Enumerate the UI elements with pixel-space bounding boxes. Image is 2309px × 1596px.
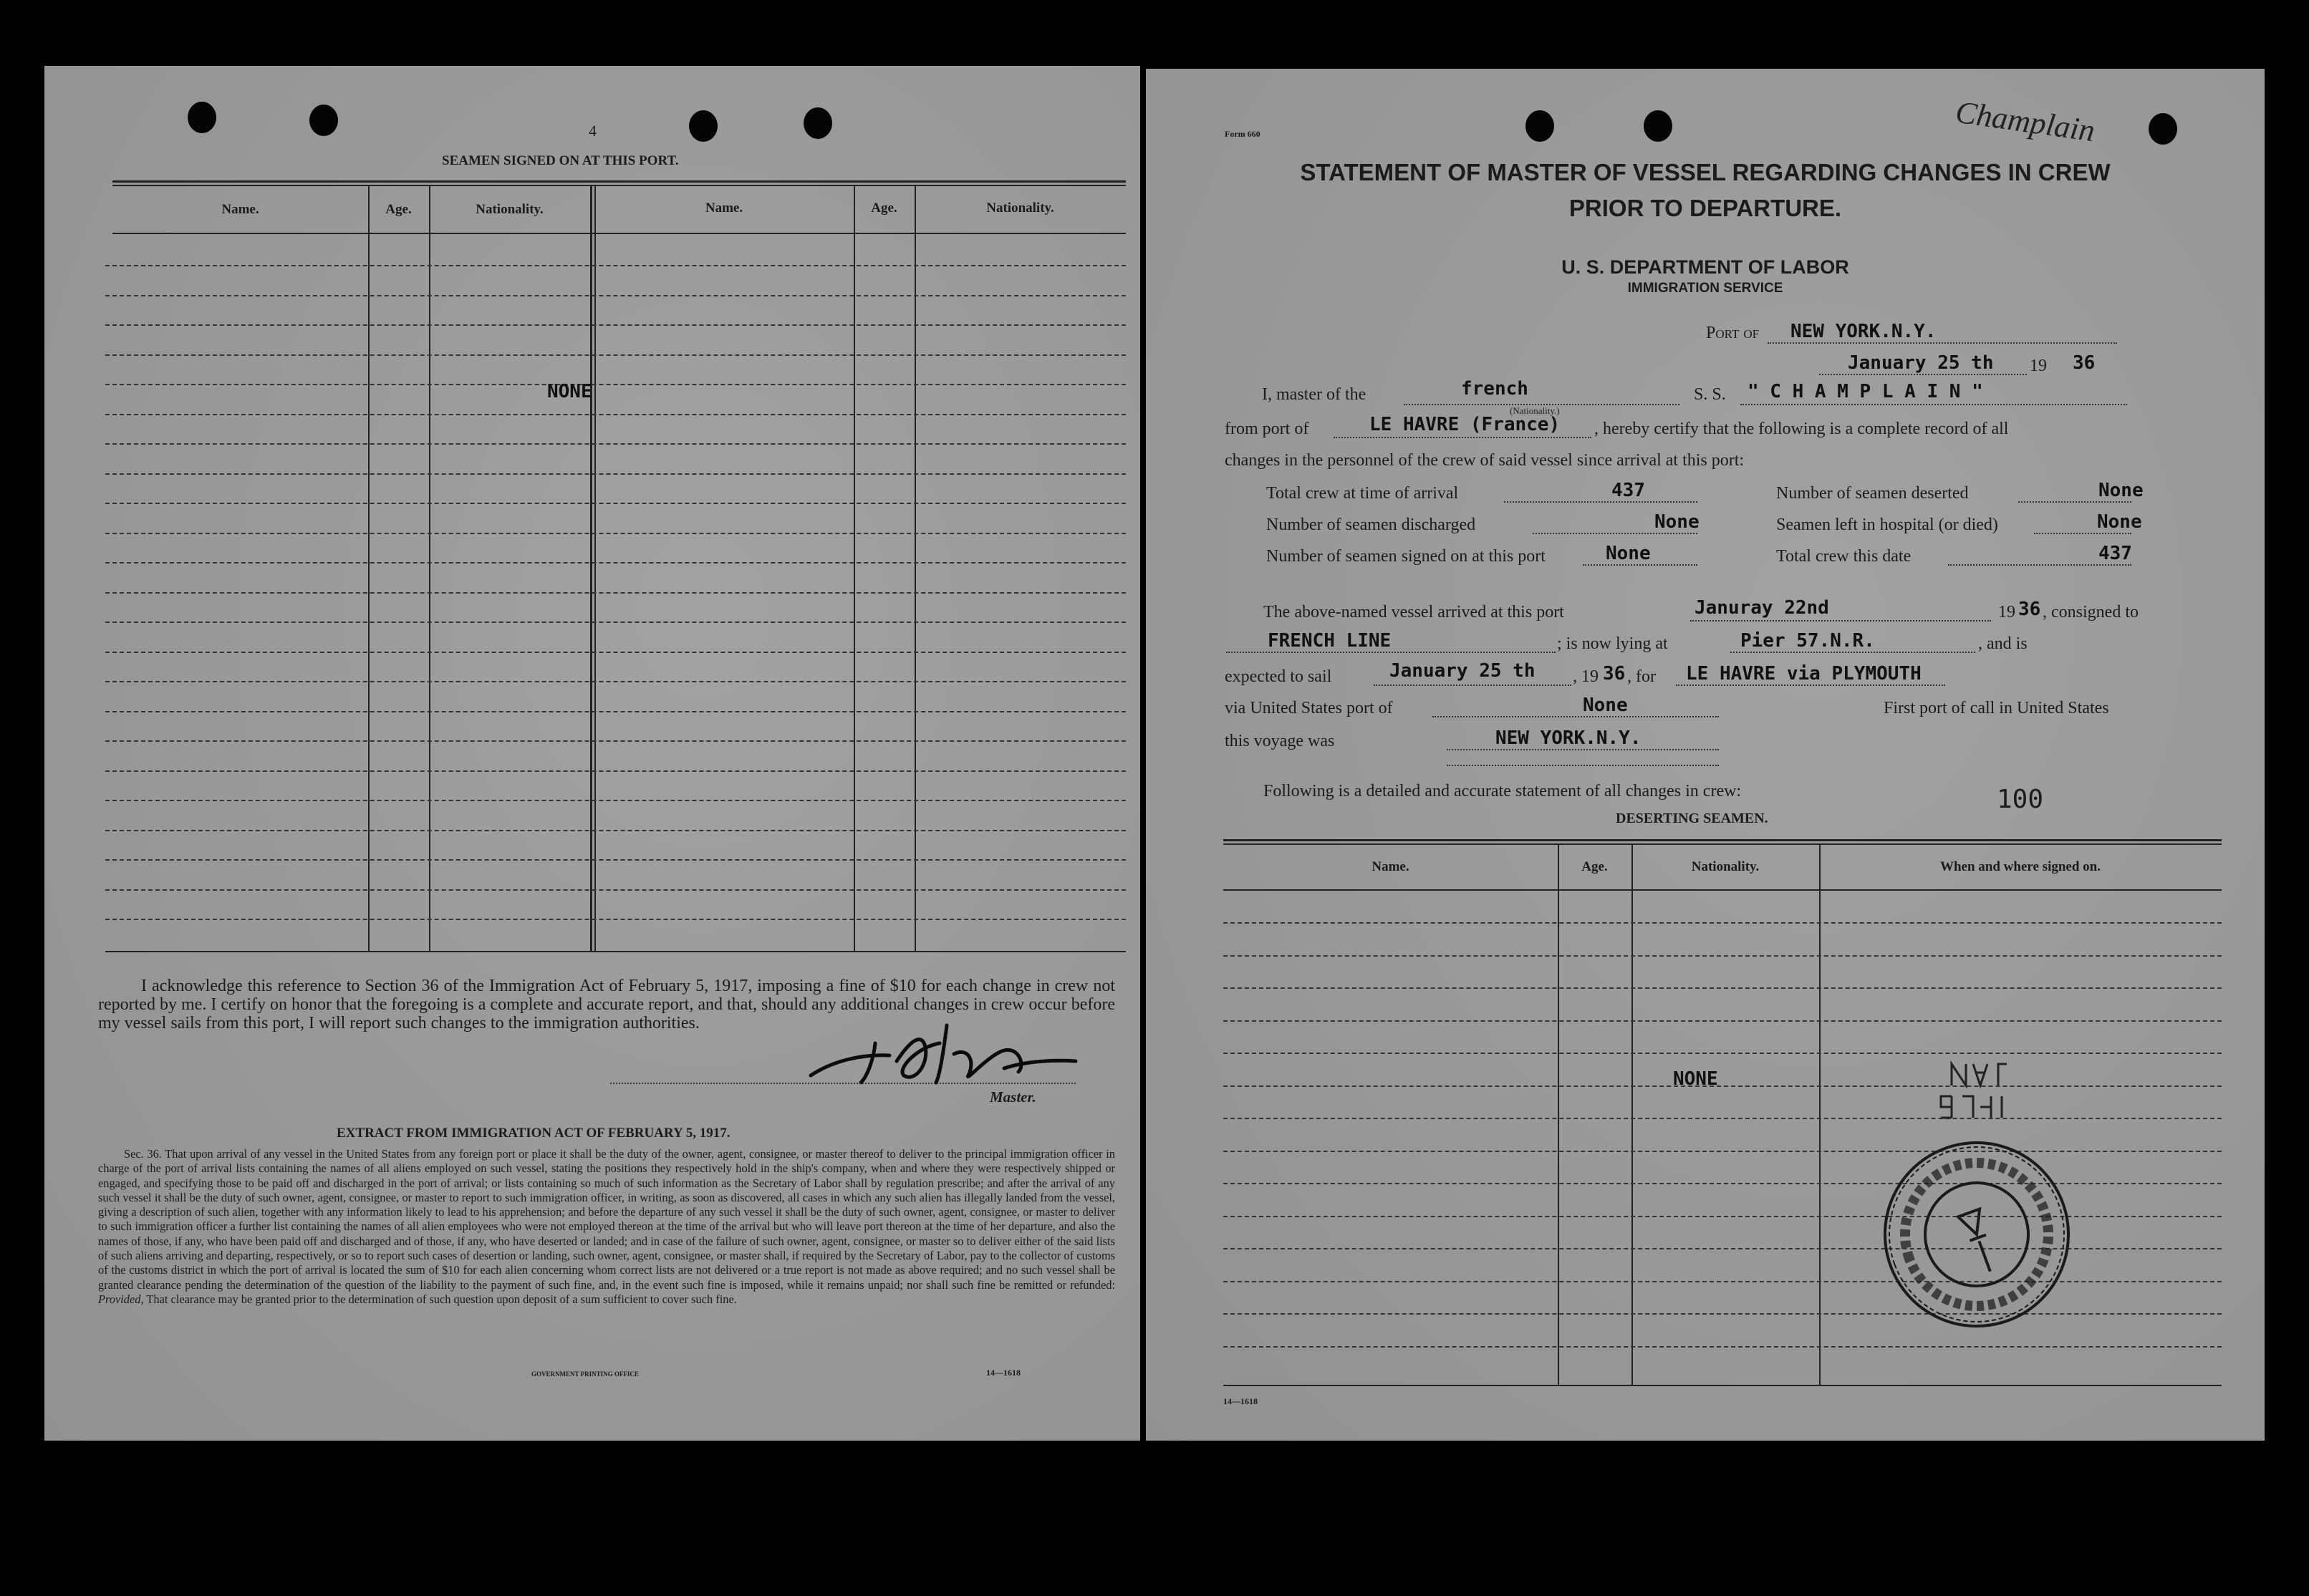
column-divider [594, 185, 596, 951]
handwritten-note: Champlain [1953, 94, 2098, 149]
signed-on-value: None [1606, 543, 1651, 564]
table-top-rule [1223, 843, 2222, 845]
punch-hole [1644, 110, 1672, 142]
punch-hole [689, 110, 718, 142]
table-row-rule [105, 740, 1126, 742]
table-row-rule [105, 384, 1126, 385]
first-port-label: First port of call in United States [1884, 699, 2109, 717]
signature-line [610, 1083, 1076, 1084]
table-row-rule [105, 830, 1126, 831]
via-line [1432, 716, 1719, 717]
total-crew-arrival-label: Total crew at time of arrival [1266, 484, 1459, 503]
consigned-to-label: , consigned to [2043, 603, 2139, 622]
acknowledgement-text: I acknowledge this reference to Section 36 of the Immigration Act of February 5, 1917, imposing a fine of $10 for each change in crew not reported by me. I certify on honor that the foregoing is a complete and accurate report, and that, should any additional changes in crew occur before my vessel sails from this port, I will report such changes to the immigration authorities. [98, 977, 1115, 1032]
table-header-rule [1223, 889, 2222, 891]
ship-name-line [1740, 404, 2127, 405]
table-bottom-rule [1223, 1385, 2222, 1386]
table-entry-none: NONE [1673, 1068, 1718, 1090]
table-row-rule [105, 354, 1126, 356]
deserted-value: None [2098, 480, 2144, 501]
total-crew-date-label: Total crew this date [1776, 547, 1912, 566]
table-row-rule [105, 324, 1126, 326]
form-label: Form 660 [1225, 129, 1260, 139]
table-row-rule [1223, 1020, 2222, 1022]
hospital-line [2034, 533, 2131, 534]
col-header-age: Age. [871, 200, 897, 216]
consignee-value: FRENCH LINE [1268, 630, 1392, 652]
form-number: 14—1618 [986, 1368, 1021, 1378]
column-divider [368, 185, 370, 951]
year-prefix: 19 [2030, 357, 2047, 375]
table-row-rule [1223, 1085, 2222, 1087]
for-label: , for [1627, 667, 1656, 686]
column-divider [854, 185, 855, 951]
from-port-label: from port of [1225, 420, 1309, 438]
arrived-year-value: 36 [2018, 599, 2041, 620]
certify-text: , hereby certify that the following is a complete record of all [1594, 420, 2009, 438]
table-row-rule [105, 652, 1126, 653]
deserting-title: DESERTING SEAMEN. [1616, 811, 1768, 826]
table-row-rule [105, 473, 1126, 475]
and-is-text: , and is [1978, 634, 2028, 653]
punch-hole [804, 107, 832, 139]
table-row-rule [105, 711, 1126, 712]
section-title: SEAMEN SIGNED ON AT THIS PORT. [442, 153, 679, 168]
arrived-line [1690, 620, 1991, 622]
date-stamp [1927, 1057, 2012, 1128]
left-page [44, 66, 1140, 1441]
lying-line [1730, 652, 1975, 653]
col-header-age: Age. [385, 202, 412, 217]
master-signature [789, 975, 1104, 1118]
right-page [1146, 69, 2265, 1441]
from-port-value: LE HAVRE (France) [1369, 414, 1561, 435]
column-divider [1819, 843, 1821, 1385]
column-divider [429, 185, 430, 951]
deserted-label: Number of seamen deserted [1776, 484, 1969, 503]
col-header-when-where: When and where signed on. [1939, 859, 2101, 874]
discharged-label: Number of seamen discharged [1266, 516, 1476, 534]
table-bottom-rule [105, 951, 1126, 952]
via-value: None [1583, 695, 1628, 716]
voyage-line [1447, 749, 1719, 750]
col-header-name: Name. [1372, 859, 1409, 874]
port-line [1768, 342, 2117, 344]
column-divider [1631, 843, 1633, 1385]
table-row-rule [105, 622, 1126, 623]
expected-year-prefix: , 19 [1573, 667, 1599, 686]
immigration-stamp [1876, 1134, 2077, 1335]
form-title-line1: STATEMENT OF MASTER OF VESSEL REGARDING CHANGES IN CREW [1300, 159, 2111, 185]
page-number: 4 [589, 122, 597, 140]
port-label: Port of [1706, 324, 1760, 342]
table-entry-none: NONE [547, 381, 592, 402]
consignee-line [1226, 652, 1556, 653]
via-label: via United States port of [1225, 699, 1393, 717]
arrived-label: The above-named vessel arrived at this port [1263, 603, 1564, 622]
table-row-rule [105, 919, 1126, 920]
table-row-rule [1223, 922, 2222, 924]
punch-hole [2149, 113, 2177, 145]
table-row-rule [105, 414, 1126, 415]
col-header-nationality: Nationality. [1691, 859, 1760, 874]
table-row-rule [1223, 1346, 2222, 1348]
punch-hole [188, 102, 216, 133]
table-top-rule [112, 185, 1126, 186]
voyage-label: this voyage was [1225, 732, 1335, 750]
expected-year-value: 36 [1603, 663, 1626, 685]
table-row-rule [105, 889, 1126, 891]
expected-value: January 25 th [1389, 660, 1536, 682]
col-header-age: Age. [1581, 859, 1608, 874]
total-crew-arrival-value: 437 [1611, 480, 1645, 501]
table-top-rule [112, 180, 1126, 183]
table-row-rule [1223, 1053, 2222, 1054]
voyage-value: NEW YORK.N.Y. [1495, 727, 1642, 749]
table-row-rule [1223, 1118, 2222, 1119]
table-row-rule [105, 859, 1126, 861]
extract-text: Sec. 36. That upon arrival of any vessel in the United States from any foreign port or place it shall be the duty of the owner, agent, consignee, or master thereof to deliver to the principal immigration officer in charge of the port of arrival lists containing the names of all aliens employed on such vessel, stating the positions they respectively hold in the ship's company, when and where they were respectively shipped or engaged, and specifying those to be paid off and discharged in the port of arrival; or lists containing so much of such information as the Secretary of Labor shall by regulation prescribe; and after the arrival of any such vessel it shall be the duty of such owner, agent, consignee, or master to report to such immigration officer, in writing, as soon as discovered, all cases in which any such alien has illegally landed from the vessel, giving a description of such alien, together with any information likely to lead to his apprehension; and before the departure of any such vessel it shall be the duty of such owner, agent, consignee, or master to deliver to such immigration officer a further list containing the names of all alien employees who were not employed thereon at the time of the arrival but who will leave port thereon at the time of her departure, and also the names of those, if any, who have been paid off and discharged and of those, if any, who have deserted or landed; and in case of the failure of such owner, agent, consignee, or master so to deliver either of the said lists of such aliens arriving and departing, respectively, or so to report such cases of desertion or landing, such owner, agent, consignee, or master shall, if required by the Secretary of Labor, pay to the collector of customs of the customs district in which the port of arrival is located the sum of $10 for each alien concerning whom correct lists are not delivered or a true report is not made as above required; and no such vessel shall be granted clearance pending the determination of the question of the liability to the payment of such fine, and, in the event such fine is imposed, while it remains unpaid; nor shall such fine be remitted or refunded: Provided, That clearance may be granted prior to the determination of such question upon deposit of a sum sufficient to cover such fine. [98, 1147, 1115, 1306]
master-label: Master. [990, 1088, 1036, 1106]
table-row-rule [1223, 987, 2222, 989]
stamp-number: 100 [1997, 785, 2044, 814]
col-header-nationality: Nationality. [986, 200, 1054, 216]
following-text: Following is a detailed and accurate statement of all changes in crew: [1263, 782, 1742, 801]
col-header-name: Name. [705, 200, 743, 216]
table-row-rule [105, 265, 1126, 266]
hospital-value: None [2097, 511, 2142, 533]
arrived-value: Januray 22nd [1695, 597, 1829, 619]
table-row-rule [105, 533, 1126, 534]
nationality-caption: (Nationality.) [1510, 405, 1560, 416]
table-row-rule [105, 562, 1126, 564]
hospital-label: Seamen left in hospital (or died) [1776, 516, 1998, 534]
total-crew-date-line [1948, 564, 2131, 566]
table-top-rule [1223, 839, 2222, 841]
punch-hole [1525, 110, 1554, 142]
service-name: IMMIGRATION SERVICE [1627, 281, 1783, 296]
col-header-name: Name. [221, 202, 259, 217]
signed-on-line [1583, 564, 1697, 566]
date-line [1819, 374, 2027, 375]
table-row-rule [105, 770, 1126, 772]
column-divider [915, 185, 916, 951]
changes-text: changes in the personnel of the crew of said vessel since arrival at this port: [1225, 451, 1745, 470]
extract-title: EXTRACT FROM IMMIGRATION ACT OF FEBRUARY 5, 1917. [337, 1126, 731, 1141]
deserted-line [2018, 501, 2131, 503]
department-name: U. S. DEPARTMENT OF LABOR [1561, 256, 1849, 278]
table-row-rule [105, 443, 1126, 445]
column-divider [590, 185, 592, 951]
col-header-nationality: Nationality. [476, 202, 544, 217]
year-value: 36 [2073, 352, 2096, 374]
table-header-rule [112, 233, 1126, 234]
lying-value: Pier 57.N.R. [1740, 630, 1875, 652]
destination-line [1676, 685, 1945, 686]
table-row-rule [105, 503, 1126, 504]
lying-label: ; is now lying at [1557, 634, 1668, 653]
expected-line [1374, 685, 1571, 686]
nationality-value: french [1461, 378, 1528, 400]
discharged-value: None [1654, 511, 1700, 533]
signed-on-label: Number of seamen signed on at this port [1266, 547, 1546, 566]
table-row-rule [105, 800, 1126, 801]
master-of-label: I, master of the [1262, 385, 1366, 404]
discharged-line [1533, 533, 1697, 534]
expected-label: expected to sail [1225, 667, 1332, 686]
punch-hole [309, 105, 338, 136]
date-value: January 25 th [1848, 352, 1994, 374]
table-row-rule [1223, 955, 2222, 957]
form-number: 14—1618 [1223, 1396, 1258, 1406]
form-title-line2: PRIOR TO DEPARTURE. [1568, 195, 1842, 221]
table-row-rule [105, 592, 1126, 594]
ship-name: " C H A M P L A I N " [1748, 381, 1983, 402]
destination-value: LE HAVRE via PLYMOUTH [1686, 663, 1922, 685]
voyage-line [1447, 765, 1719, 766]
column-divider [1558, 843, 1559, 1385]
ss-label: S. S. [1694, 385, 1726, 404]
total-crew-date-value: 437 [2098, 543, 2132, 564]
total-crew-arrival-line [1504, 501, 1697, 503]
table-row-rule [105, 295, 1126, 296]
port-value: NEW YORK.N.Y. [1790, 321, 1937, 342]
arrived-year-prefix: 19 [1998, 603, 2015, 622]
table-row-rule [105, 681, 1126, 682]
printer-mark: GOVERNMENT PRINTING OFFICE [531, 1370, 639, 1378]
from-port-line [1334, 437, 1591, 438]
